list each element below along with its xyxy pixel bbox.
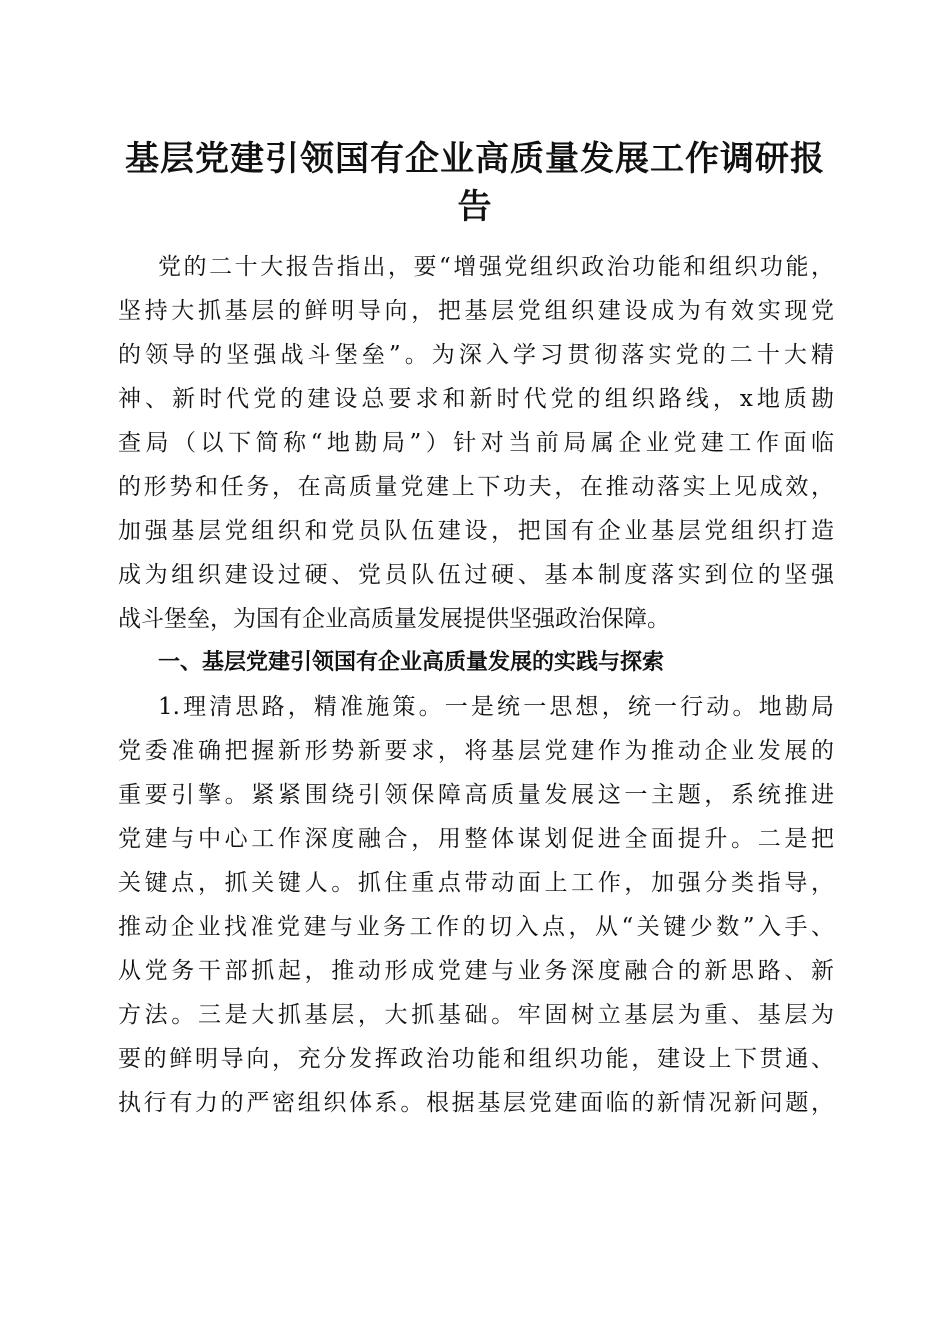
intro-paragraph-line: 的形势和任务，在高质量党建上下功夫，在推动落实上见成效， — [118, 474, 834, 500]
section-1-paragraph-line: 方法。三是大抓基层，大抓基础。牢固树立基层为重、基层为 — [118, 1002, 834, 1028]
section-1-paragraph-line: 执行有力的严密组织体系。根据基层党建面临的新情况新问题， — [118, 1090, 834, 1116]
intro-paragraph-line: 查局（以下简称“地勘局”）针对当前局属企业党建工作面临 — [118, 430, 834, 456]
section-1-paragraph-line: 关键点，抓关键人。抓住重点带动面上工作，加强分类指导， — [118, 870, 834, 896]
section-1-paragraph-line: 推动企业找准党建与业务工作的切入点，从“关键少数”入手、 — [118, 914, 834, 940]
section-1-paragraph-line: 从党务干部抓起，推动形成党建与业务深度融合的新思路、新 — [118, 958, 834, 984]
intro-paragraph-line: 的领导的坚强战斗堡垒”。为深入学习贯彻落实党的二十大精 — [118, 342, 834, 368]
section-1-paragraph-line: 党委准确把握新形势新要求，将基层党建作为推动企业发展的 — [118, 738, 834, 764]
document-title-line-1: 基层党建引领国有企业高质量发展工作调研报 — [125, 139, 825, 179]
intro-paragraph-line: 加强基层党组织和党员队伍建设，把国有企业基层党组织打造 — [118, 518, 834, 544]
intro-paragraph-line: 战斗堡垒，为国有企业高质量发展提供坚强政治保障。 — [118, 606, 670, 632]
intro-paragraph-line: 成为组织建设过硬、党员队伍过硬、基本制度落实到位的坚强 — [118, 562, 834, 588]
intro-paragraph-line: 党的二十大报告指出，要“增强党组织政治功能和组织功能， — [158, 254, 834, 280]
section-1-paragraph-line: 要的鲜明导向，充分发挥政治功能和组织功能，建设上下贯通、 — [118, 1046, 834, 1072]
section-1-paragraph-line: 1.理清思路，精准施策。一是统一思想，统一行动。地勘局 — [158, 694, 834, 720]
document-title-line-2: 告 — [457, 187, 493, 227]
intro-paragraph-line: 坚持大抓基层的鲜明导向，把基层党组织建设成为有效实现党 — [118, 298, 834, 324]
section-1-heading: 一、基层党建引领国有企业高质量发展的实践与探索 — [158, 650, 665, 675]
section-1-paragraph-line: 重要引擎。紧紧围绕引领保障高质量发展这一主题，系统推进 — [118, 782, 834, 808]
intro-paragraph-line: 神、新时代党的建设总要求和新时代党的组织路线，x地质勘 — [118, 386, 834, 412]
section-1-paragraph-line: 党建与中心工作深度融合，用整体谋划促进全面提升。二是把 — [118, 826, 834, 852]
